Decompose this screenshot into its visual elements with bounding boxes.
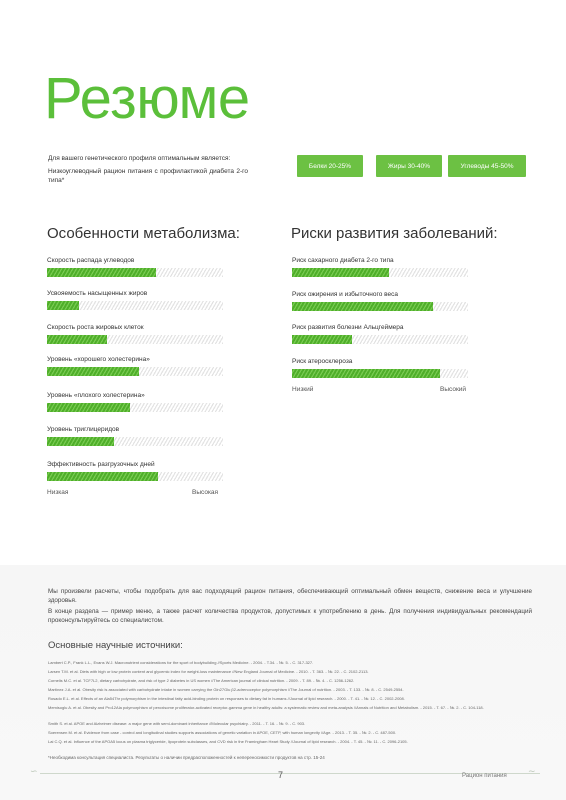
macro-carbs-badge: Углеводы 45-50% bbox=[448, 155, 526, 177]
metabolism-item bbox=[47, 256, 223, 277]
metric-label: Усвояемость насыщенных жиров bbox=[47, 290, 148, 297]
metabolism-item bbox=[47, 323, 223, 344]
metric-track bbox=[292, 335, 468, 344]
metric-track bbox=[292, 369, 468, 378]
metric-label: Риск сахарного диабета 2-го типа bbox=[292, 257, 394, 264]
disclaimer-paragraph: Мы произвели расчеты, чтобы подобрать для вас подходящий рацион питания, обеспечивающий оптимальный обмен веществ, снижение веса и улучшение здоровья. bbox=[48, 588, 532, 605]
profile-intro: Для вашего генетического профиля оптимальным является: bbox=[48, 155, 231, 162]
sources-title: Основные научные источники: bbox=[48, 640, 183, 651]
metric-fill bbox=[47, 472, 158, 481]
metric-fill bbox=[47, 437, 114, 446]
risk-item bbox=[292, 256, 468, 277]
risks-scale-high: Высокий bbox=[440, 386, 467, 393]
metric-label: Риск атеросклероза bbox=[292, 358, 353, 365]
metric-track bbox=[47, 367, 223, 376]
footnote: *Необходима консультация специалиста. Результаты о наличии предрасположенностей к непереносимости продуктов на стр. 15-24 bbox=[48, 755, 325, 760]
risk-item bbox=[292, 290, 468, 311]
footer-left-flourish-icon: ∽ bbox=[30, 766, 38, 776]
metric-label: Уровень триглицеридов bbox=[47, 426, 120, 433]
metric-track bbox=[47, 437, 223, 446]
metric-label: Уровень «хорошего холестерина» bbox=[47, 356, 150, 363]
footer-section-label: Рацион питания bbox=[462, 773, 507, 779]
metric-fill bbox=[47, 335, 107, 344]
macro-fat-badge: Жиры 30-40% bbox=[376, 155, 442, 177]
source-item: Lambert C.P., Frank L.L., Evans W.J. Macronutrient considerations for the sport of bodybuilding //Sports Medicine. - 2004. - Т.34. - №. 5. - С. 317-327. bbox=[48, 660, 314, 665]
page-title: Резюме bbox=[44, 66, 250, 131]
risk-item bbox=[292, 357, 468, 378]
source-item: Larsen T.M. et al. Diets with high or low protein content and glycemic index for weight-loss maintenance //New England Journal of Medicine. - 2010. - Т. 363. - №. 22. - С. 2102-2113. bbox=[48, 669, 369, 674]
source-item: Martínez J.A. et al. Obesity risk is associated with carbohydrate intake in women carrying the Gln27Glu β2-adrenoceptor polymorphism //The Journal of nutrition. - 2003. - Т. 133. - №. 8. - С. 2549-2554. bbox=[48, 687, 404, 692]
metric-fill bbox=[47, 268, 156, 277]
source-item: Smith S. et al. APOE and Alzheimer disease: a major gene with semi-dominant inheritance //Molecular psychiatry. - 2011. - Т. 16. - №. 9. - С. 903. bbox=[48, 721, 306, 726]
metric-fill bbox=[47, 403, 130, 412]
metric-fill bbox=[292, 369, 440, 378]
metric-label: Скорость распада углеводов bbox=[47, 257, 135, 264]
metric-label: Уровень «плохого холестерина» bbox=[47, 392, 145, 399]
footer-right-flourish-icon: ∼ bbox=[528, 766, 536, 776]
metabolism-item bbox=[47, 289, 223, 310]
metabolism-item bbox=[47, 355, 223, 376]
risks-scale-low: Низкий bbox=[292, 386, 314, 393]
metric-fill bbox=[292, 268, 389, 277]
metric-track bbox=[47, 301, 223, 310]
metric-track bbox=[47, 268, 223, 277]
metric-track bbox=[47, 335, 223, 344]
source-item: Lai C.Q. et al. Influence of the APOA5 locus on plasma triglyceride, lipoprotein subclasses, and CVD risk in the Framingham Heart Study //Journal of lipid research. - 2004. - Т. 45. - №. 11. - С. 2096-2105. bbox=[48, 739, 408, 744]
metabolism-item bbox=[47, 391, 223, 412]
metric-fill bbox=[47, 367, 139, 376]
metric-track bbox=[292, 302, 468, 311]
page-number: 7 bbox=[278, 770, 284, 780]
risks-title: Риски развития заболеваний: bbox=[291, 225, 498, 242]
source-item: Memisoglu A. et al. Obesity and Pro12Ala polymorphism of peroxisome proliferator-activated receptor-gamma gene in healthy adults: a systematic review and meta-analysis //Annals of Nutrition and Metabolism. - 2015. - Т. 67. - №. 2. - С. 104-118. bbox=[48, 705, 484, 710]
metric-track bbox=[47, 403, 223, 412]
metric-track bbox=[47, 472, 223, 481]
source-item: Soerensen M. et al. Evidence from case - control and longitudinal studies supports associations of genetic variation in APOE, CETP, with human longevity //Age. - 2013. - Т. 35. - №. 2. - С. 487-500. bbox=[48, 730, 397, 735]
metric-fill bbox=[292, 335, 352, 344]
risk-item bbox=[292, 323, 468, 344]
metric-label: Эффективность разгрузочных дней bbox=[47, 461, 155, 468]
source-item: Cornelis M.C. et al. TCF7L2, dietary carbohydrate, and risk of type 2 diabetes in US women //The American journal of clinical nutrition. - 2009. - Т. 89. - №. 4. - С. 1256-1262. bbox=[48, 678, 355, 683]
metric-label: Риск ожирения и избыточного веса bbox=[292, 291, 399, 298]
metabolism-scale-high: Высокая bbox=[192, 489, 219, 496]
metric-label: Риск развития болезни Альцгеймера bbox=[292, 324, 404, 331]
metabolism-item bbox=[47, 460, 223, 481]
disclaimer-paragraph: В конце раздела — пример меню, а также расчет количества продуктов, допустимых к употреблению в день. Для получения индивидуальных рекомендаций проконсультируйтесь со специалистом. bbox=[48, 608, 532, 625]
metric-fill bbox=[47, 301, 79, 310]
source-item: Rosado E.L. et al. Effects of an Ala54Thr polymorphism in the intestinal fatty acid-binding protein on responses to dietary fat in humans //Journal of lipid research. - 2000. - Т. 41. - №. 12. - С. 2002-2008. bbox=[48, 696, 405, 701]
metabolism-title: Особенности метаболизма: bbox=[47, 225, 240, 242]
metabolism-item bbox=[47, 425, 223, 446]
profile-description: Низкоуглеводный рацион питания с профилактикой диабета 2-го типа* bbox=[48, 168, 248, 184]
metric-fill bbox=[292, 302, 433, 311]
metric-track bbox=[292, 268, 468, 277]
metric-label: Скорость роста жировых клеток bbox=[47, 324, 144, 331]
macro-protein-badge: Белки 20-25% bbox=[297, 155, 363, 177]
metabolism-scale-low: Низкая bbox=[47, 489, 69, 496]
